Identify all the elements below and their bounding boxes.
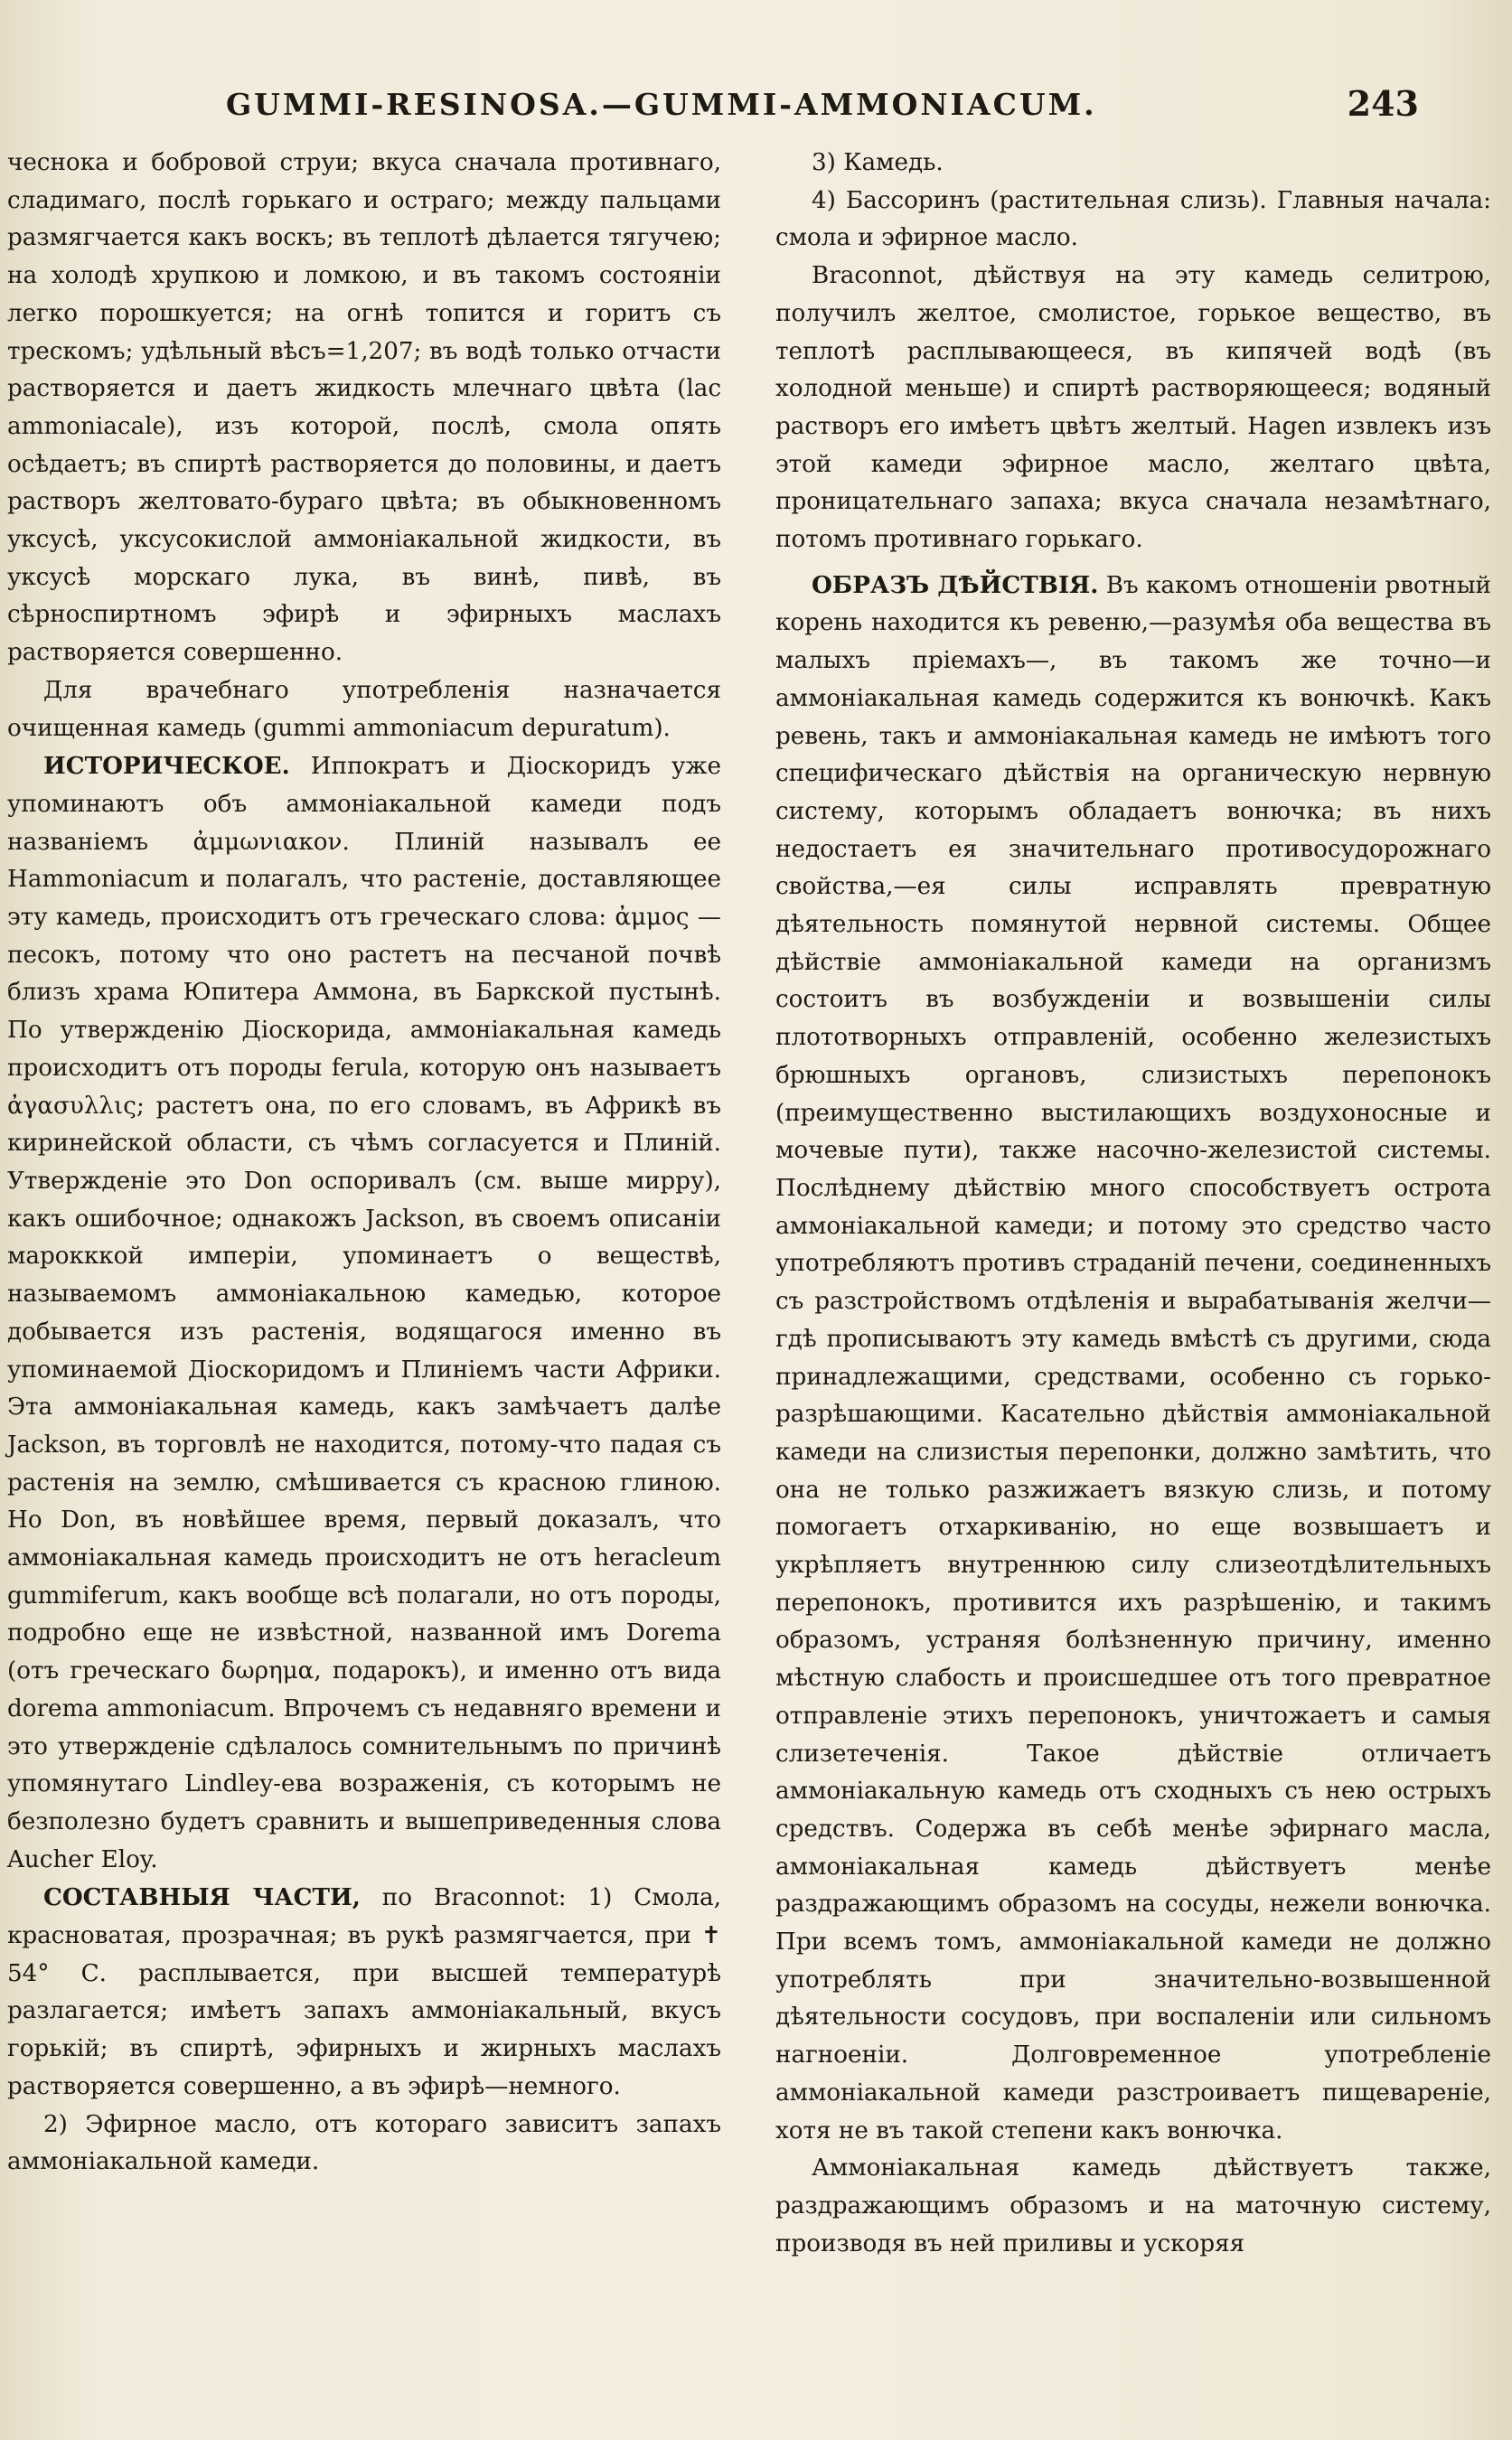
- section-heading-action: ОБРАЗЪ ДѢЙСТВІЯ.: [812, 570, 1099, 599]
- paragraph-gum: 3) Камедь.: [812, 149, 944, 176]
- history-text: Иппократъ и Діоскоридъ уже упоминаютъ объ аммоніакальной камеди подъ названіемъ ἀμμωνιακον. Плиній называлъ ее Hammoniacum и полагалъ, что растеніе, доставляющее эту камедь, происходитъ отъ греческаго слова: ἀμμος — песокъ, потому что оно растетъ на песчаной почвѣ близъ храма Юпитера Аммона, въ Баркской пустынѣ. По утвержденію Діоскорида, аммоніакальная камедь происходитъ отъ породы ferula, которую онъ называетъ ἀγασυλλις; растетъ она, по его словамъ, въ Африкѣ въ киринейской области, съ чѣмъ согласуется и Плиній. Утвержденіе это Don оспоривалъ (см. выше мирру), какъ ошибочное; однакожъ Jackson, въ своемъ описаніи марокккой имперіи, упоминаетъ о веществѣ, называемомъ аммоніакальною камедью, которое добывается изъ растенія, водящагося именно въ упоминаемой Діоскоридомъ и Плиніемъ части Африки. Эта аммоніакальная камедь, какъ замѣчаетъ далѣе Jackson, въ торговлѣ не находится, потому-что падая съ растенія на землю, смѣшивается съ красною глиною. Но Don, въ новѣйшее время, первый доказалъ, что аммоніакальная камедь происходитъ не отъ heracleum gummiferum, какъ вообще всѣ полагали, но отъ породы, подробно еще не извѣстной, названной имъ Dorema (отъ греческаго δωρημα, подарокъ), и именно отъ вида dorema ammoniacum. Впрочемъ съ недавняго времени и это утвержденіе сдѣлалось сомнительнымъ по причинѣ упомянутаго Lindley-ева возраженія, съ которымъ не безполезно будетъ сравнить и вышеприведенныя слова Aucher Eloy.: [7, 753, 722, 1873]
- paragraph-bassorin: 4) Бассоринъ (растительная слизь). Главныя начала: смола и эфирное масло.: [775, 186, 1491, 252]
- action-text: Въ какомъ отношеніи рвотный корень находится къ ревеню,—разумѣя оба вещества въ малыхъ пріемахъ—, въ такомъ же точно—и аммоніакальная камедь содержится къ вонючкѣ. Какъ ревень, такъ и аммоніакальная камедь не имѣютъ того специфическаго дѣйствія на органическую нервную систему, которымъ обладаетъ вонючка; въ нихъ недостаетъ ея значительнаго противосудорожнаго свойства,—ея силы исправлять превратную дѣятельность помянутой нервной системы. Общее дѣйствіе аммоніакальной камеди на организмъ состоитъ въ возбужденіи и возвышеніи силы плототворныхъ отправленій, особенно железистыхъ брюшныхъ органовъ, слизистыхъ перепонокъ (преимущественно выстилающихъ воздухоносные и мочевые пути), также насочно-железистой системы. Послѣднему дѣйствію много способствуетъ острота аммоніакальной камеди; и потому это средство часто употребляютъ противъ страданій печени, соединенныхъ съ разстройствомъ отдѣленія и вырабатыванія желчи—гдѣ прописываютъ эту камедь вмѣстѣ съ другими, сюда принадлежащими, средствами, особенно съ горько-разрѣшающими. Касательно дѣйствія аммоніакальной камеди на слизистыя перепонки, должно замѣтить, что она не только разжижаетъ вязкую слизь, и потому помогаетъ отхаркиванію, но еще возвышаетъ и укрѣпляетъ внутреннюю силу слизеотдѣлительныхъ перепонокъ, противится ихъ разрѣшенію, и такимъ образомъ, устраняя болѣзненную причину, именно мѣстную слабость и происшедшее отъ того превратное отправленіе этихъ перепонокъ, уничтожаетъ и самыя слизетеченія. Такое дѣйствіе отличаетъ аммоніакальную камедь отъ сходныхъ съ нею острыхъ средствъ. Содержа въ себѣ менѣе эфирнаго масла, аммоніакальная камедь дѣйствуетъ менѣе раздражающимъ образомъ на сосуды, нежели вонючка. При всемъ томъ, аммоніакальной камеди не должно употреблять при значительно-возвышенной дѣятельности сосудовъ, при воспаленіи или сильномъ нагноеніи. Долговременное употребленіе аммоніакальной камеди разстроиваетъ пищевареніе, хотя не въ такой степени какъ вонючка.: [775, 571, 1491, 2144]
- page-number: 243: [1347, 83, 1419, 124]
- paragraph-medical-use: Для врачебнаго употребленія назначается очищенная камедь (gummi ammoniacum depuratum).: [7, 676, 721, 742]
- paragraph-braconnot: Braconnot, дѣйствуя на эту камедь селитрою, получилъ желтое, смолистое, горькое вещество, въ теплотѣ расплывающееся, въ кипячей водѣ (въ холодной меньше) и спиртѣ растворяющееся; водяный растворъ его имѣетъ цвѣтъ желтый. Hagen извлекъ изъ этой камеди эфирное масло, желтаго цвѣта, проницательнаго запаха; вкуса сначала незамѣтнаго, потомъ противнаго горькаго.: [775, 262, 1491, 554]
- paragraph-essential-oil: 2) Эфирное масло, отъ котораго зависитъ запахъ аммоніакальной камеди.: [7, 2110, 721, 2176]
- paragraph-action: [775, 567, 1491, 2151]
- paragraph-properties: чеснока и бобровой струи; вкуса сначала противнаго, сладимаго, послѣ горькаго и остраго; между пальцами размягчается какъ воскъ; въ теплотѣ дѣлается тягучею; на холодѣ хрупкою и ломкою, и въ такомъ состояніи легко порошкуется; на огнѣ топится и горитъ съ трескомъ; удѣльный вѣсъ=1,207; въ водѣ только отчасти растворяется и даетъ жидкость млечнаго цвѣта (lac ammoniacale), изъ которой, послѣ, смола опять осѣдаетъ; въ спиртѣ растворяется до половины, и даетъ растворъ желтовато-бураго цвѣта; въ обыкновенномъ уксусѣ, уксусокислой аммоніакальной жидкости, въ уксусѣ морскаго лука, въ винѣ, пивѣ, въ сѣрноспиртномъ эфирѣ и эфирныхъ маслахъ растворяется совершенно.: [7, 149, 721, 667]
- left-column: [7, 145, 721, 2182]
- components-text: по Braconnot: 1) Смола, красноватая, прозрачная; въ рукѣ размягчается, при ✝ 54° С. расплывается, при высшей температурѣ разлагается; имѣетъ запахъ аммоніакальный, вкусъ горькій; въ спиртѣ, эфирныхъ и жирныхъ маслахъ растворяется совершенно, а въ эфирѣ—немного.: [7, 1884, 721, 2100]
- paragraph-components: [7, 1879, 721, 2106]
- section-heading-components: СОСТАВНЫЯ ЧАСТИ,: [43, 1883, 361, 1912]
- paragraph-history: [7, 747, 721, 1879]
- right-column: [775, 145, 1491, 2263]
- section-heading-history: ИСТОРИЧЕСКОЕ.: [43, 752, 290, 781]
- running-head: GUMMI-RESINOSA.—GUMMI-AMMONIACUM.: [226, 87, 1097, 122]
- page-header: [226, 83, 1455, 132]
- paragraph-uterine: Аммоніакальная камедь дѣйствуетъ также, раздражающимъ образомъ и на маточную систему, производя въ ней приливы и ускоряя: [775, 2154, 1491, 2257]
